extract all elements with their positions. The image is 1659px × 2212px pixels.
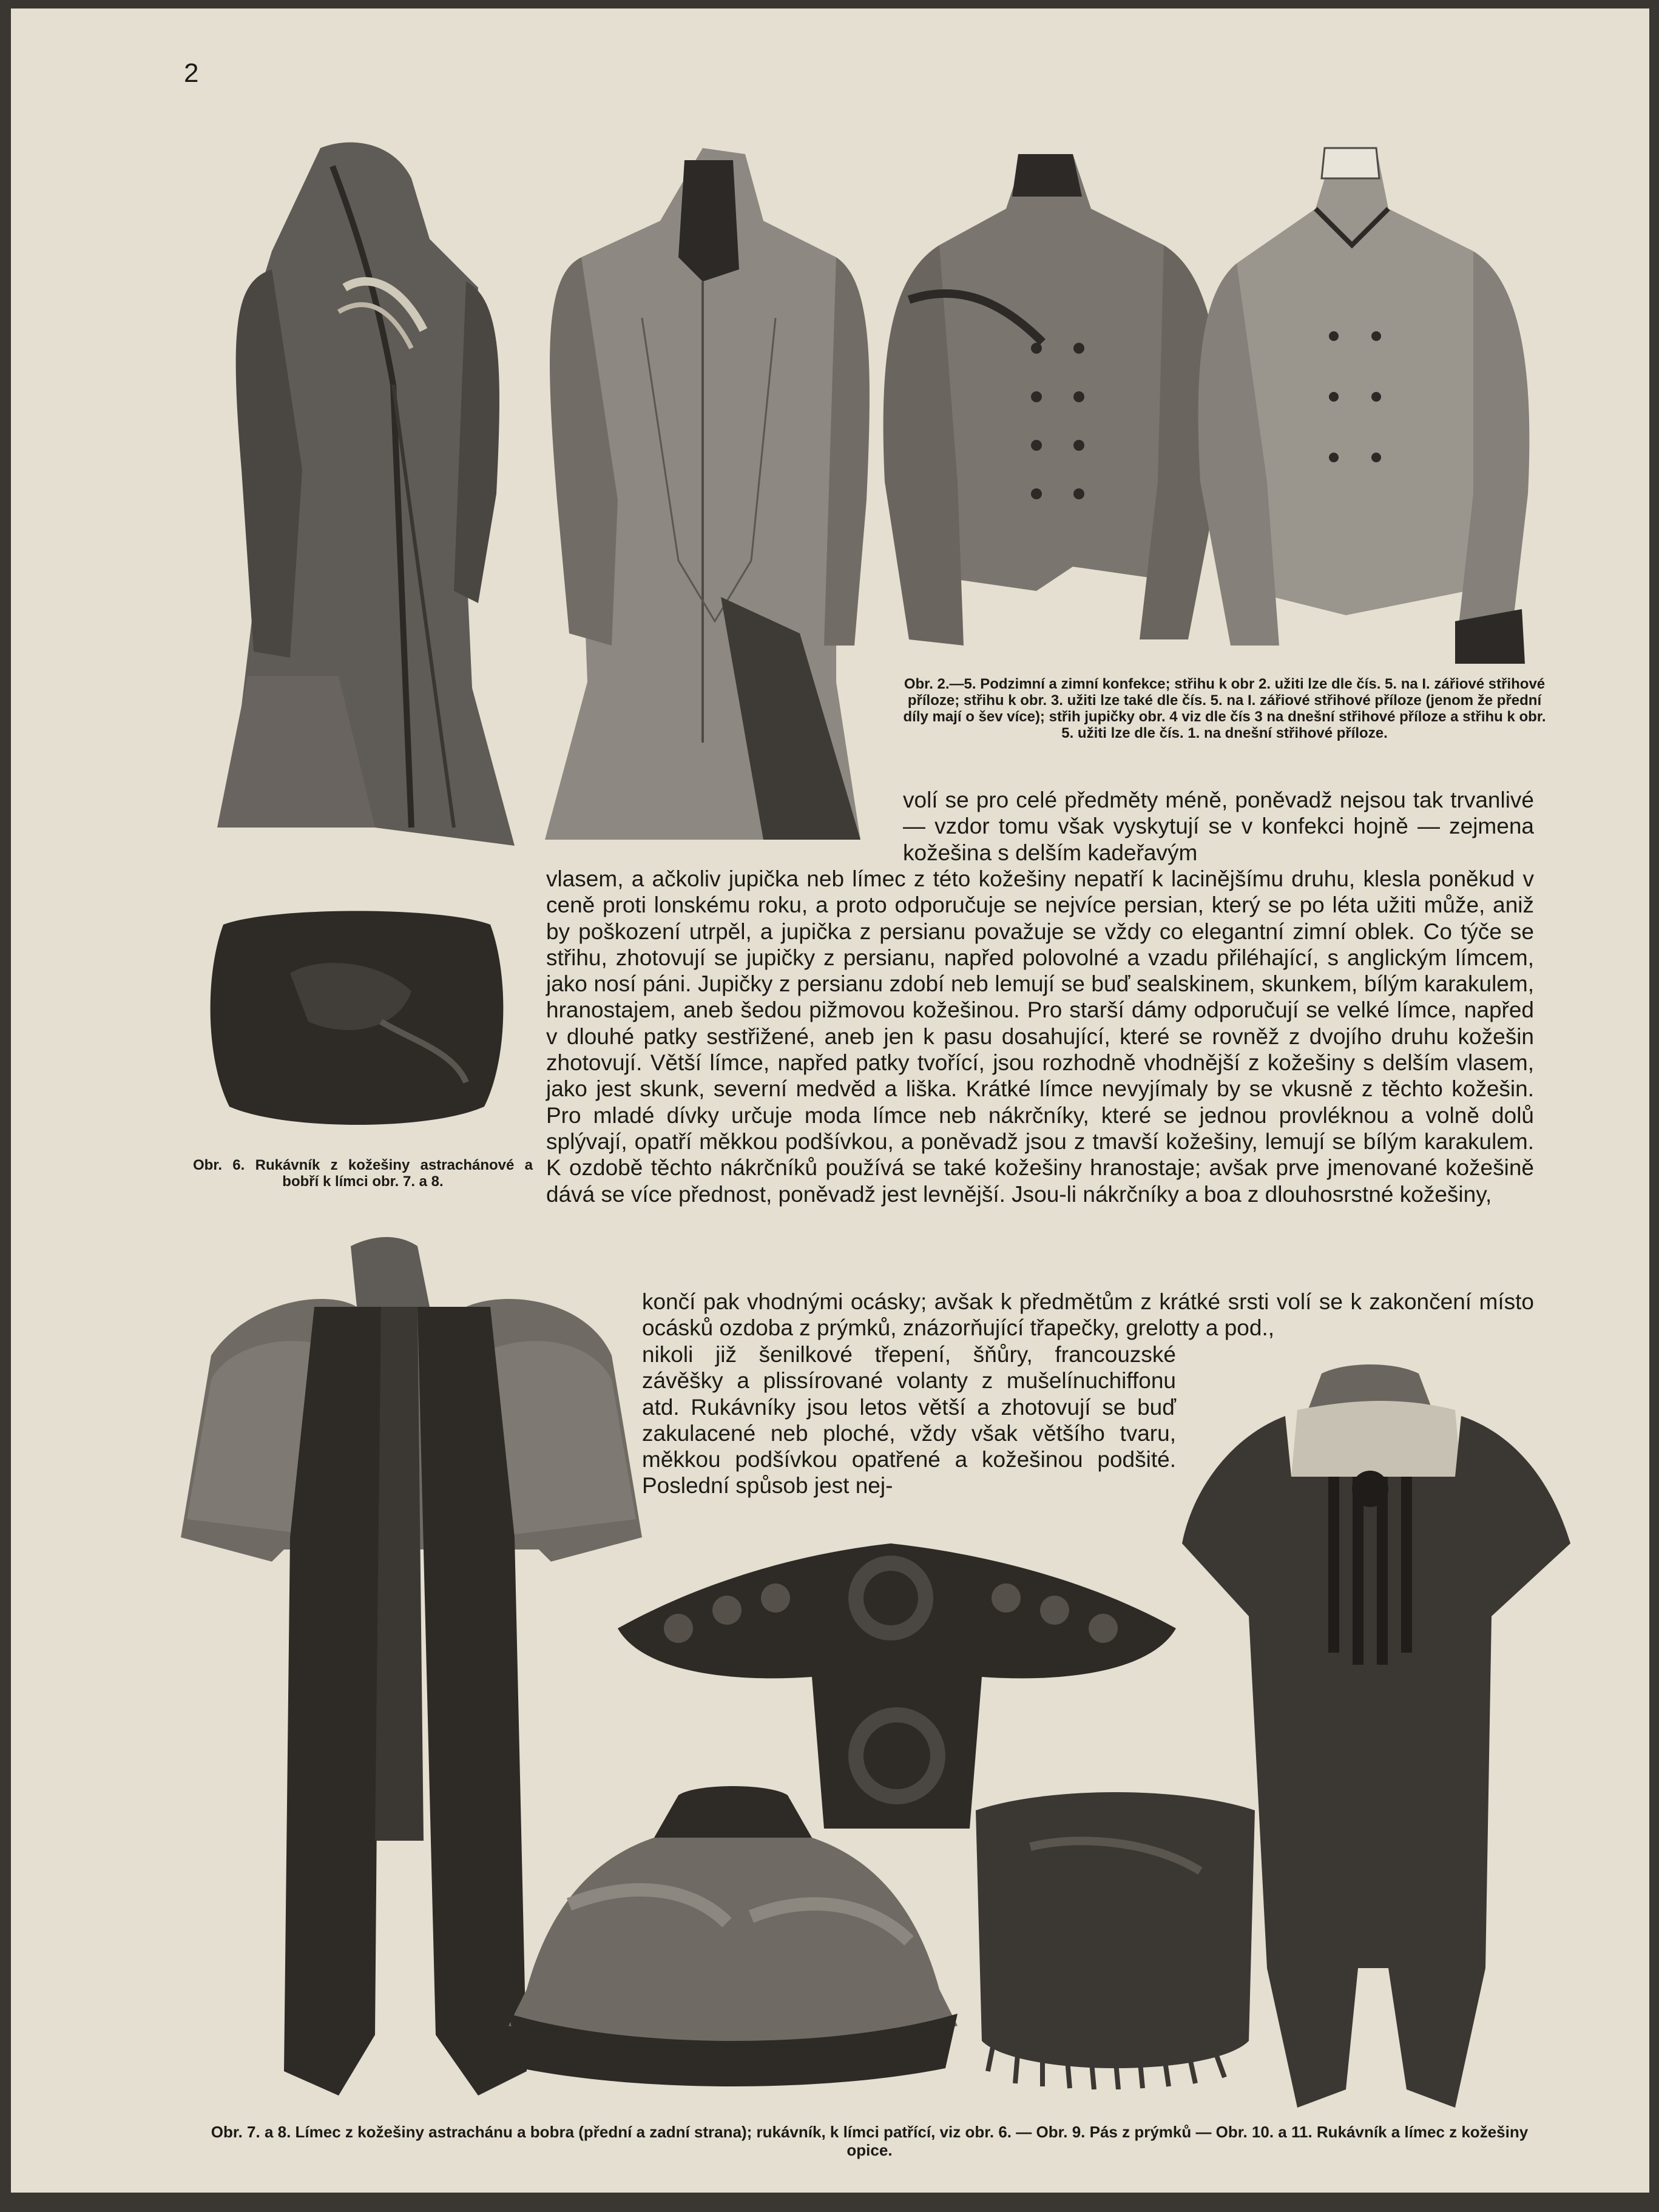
article-text-block-1: volí se pro celé předměty méně, poněvadž nejsou tak trvanlivé — vzdor tomu však vyskytují se v konfekci hojně — zejmena kožešina s delším kadeřavým [903, 787, 1534, 865]
stole-illustration-fig11 [1176, 1361, 1576, 2108]
collar-back-illustration-fig8 [496, 1783, 970, 2086]
caption-fig2-5: Obr. 2.—5. Podzimní a zimní konfekce; střihu k obr 2. užiti lze dle čís. 5. na I. zářiové střihové příloze; střihu k obr. 3. užiti lze také dle čís. 5. na I. zářiové střihové příloze (jenom že přední díly mají o šev více); střih jupičky obr. 4 viz dle čís 3 na dnešní střihové příloze a střihu k obr. 5. užiti lze dle čís. 1. na dnešní střihové příloze. [903, 676, 1546, 741]
coat-illustration-fig2 [193, 130, 557, 858]
article-text-block-4: nikoli již šenilkové třepení, šňůry, francouzské závěšky a plissírované volanty z mušelínuchiffonu atd. Rukávníky jsou letos větší a zhotovují se buď zakulacené neb ploché, vždy však většího tvaru, měkkou podšívkou opatřené a kožešinou podšité. Poslední spůsob jest nej- [642, 1342, 1176, 1499]
short-jacket-illustration-fig4 [873, 142, 1225, 652]
article-text-block-3: končí pak vhodnými ocásky; avšak k předmětům z krátké srsti volí se k zakončení místo ocásků ozdoba z prýmků, znázorňující třapečky, grelotty a pod., [642, 1289, 1534, 1341]
magazine-page [11, 8, 1649, 2193]
page-number: 2 [184, 58, 199, 88]
jacket-illustration-fig3 [521, 136, 885, 858]
short-jacket-illustration-fig5 [1194, 142, 1546, 664]
article-text-block-2: vlasem, a ačkoliv jupička neb límec z této kožešiny nepatří k lacinějšímu druhu, klesla poněkud v ceně proti lonskému roku, a proto odporučuje se nejvíce persian, který se po léta užiti může, aniž by poškození utrpěl, a jupička z persianu považuje se vždy co elegantní zimní oblek. Co týče se střihu, zhotovují se jupičky z persianu, napřed polovolné a vzadu přiléhající, s anglickým límcem, jako nosí páni. Jupičky z persianu zdobí neb lemují se buď sealskinem, skunkem, bílým karakulem, hranostajem, aneb šedou pižmovou kožešinou. Pro starší dámy odporučují se velké límce, napřed v dlouhé patky sestřižené, aneb jen k pasu dosahující, které se rovněž z dvojího druhu kožešin zhotovují. Větší límce, napřed patky tvořící, jsou rozhodně vhodnější z kožešiny s delším vlasem, jako jest skunk, severní medvěd a liška. Krátké límce nevyjímaly by se vkusně z těchto kožešin. Pro mladé dívky určuje moda límce neb nákrčníky, které se jednou provléknou a volně dolů splývají, opatří měkkou podšívkou, a poněvadž jsou z tmavší kožešiny, lemují se bílým karakulem. K ozdobě těchto nákrčníků používá se také kožešiny hranostaje; avšak prve jmenované kožešině dává se více přednost, poněvadž jest levnější. Jsou-li nákrčníky a boa z dlouhosrstné kožešiny, [546, 866, 1534, 1207]
caption-fig6: Obr. 6. Rukávník z kožešiny astrachánové a bobří k límci obr. 7. a 8. [193, 1157, 533, 1190]
caption-fig7-11: Obr. 7. a 8. Límec z kožešiny astrachánu a bobra (přední a zadní strana); rukávník, k límci patřící, viz obr. 6. — Obr. 9. Pás z prýmků — Obr. 10. a 11. Rukávník a límec z kožešiny opice. [211, 2123, 1529, 2159]
muff-illustration-fig6 [199, 900, 515, 1131]
